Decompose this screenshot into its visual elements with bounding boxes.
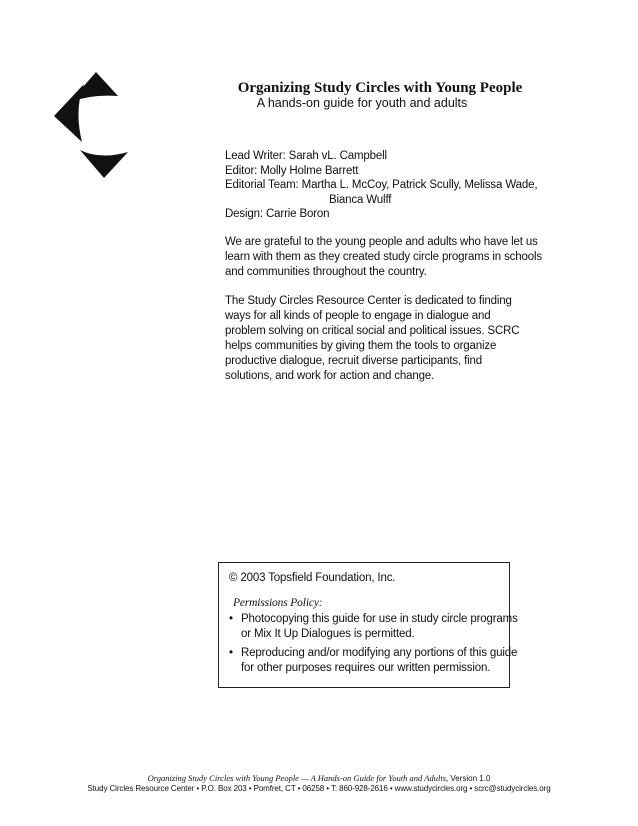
editorial-team-continued: Bianca Wulff [329, 193, 392, 206]
paragraph-line: and communities throughout the country. [225, 266, 427, 278]
bullet-dot: • [229, 647, 233, 659]
footer-title-line [0, 773, 638, 783]
editor: Editor: Molly Holme Barrett [225, 164, 359, 177]
bullet-dot: • [229, 613, 233, 625]
logo-icon [52, 72, 132, 182]
policy-bullet-photocopying [229, 612, 518, 641]
paragraph-line: ways for all kinds of people to engage in dialogue and [225, 310, 491, 322]
bullet-line: or Mix It Up Dialogues is permitted. [241, 627, 415, 640]
paragraph-line: problem solving on critical social and political issues. SCRC [225, 325, 520, 337]
document-subtitle: A hands-on guide for youth and adults [256, 96, 468, 110]
footer-version: Version 1.0 [450, 774, 491, 783]
bullet-line: for other purposes requires our written permission. [241, 661, 491, 674]
paragraph-line: helps communities by giving them the tools to organize [225, 340, 497, 352]
design-credit: Design: Carrie Boron [225, 208, 330, 220]
acknowledgement-paragraph [225, 235, 545, 280]
document-title: Organizing Study Circles with Young People [237, 80, 523, 96]
lead-writer: Lead Writer: Sarah vL. Campbell [225, 150, 387, 162]
policy-bullet-reproducing [229, 646, 518, 675]
footer-title: Organizing Study Circles with Young People — A Hands-on Guide for Youth and Adults, [147, 773, 449, 783]
paragraph-line: learn with them as they created study circle programs in schools [225, 251, 543, 263]
scrc-description-paragraph [225, 294, 545, 384]
paragraph-line: We are grateful to the young people and adults who have let us [225, 236, 538, 248]
paragraph-line: The Study Circles Resource Center is dedicated to finding [225, 295, 512, 307]
footer-contact-line: Study Circles Resource Center • P.O. Box 203 • Pomfret, CT • 06258 • T: 860-928-2616 • www.studycircles.org • scrc@studycircles.org [87, 784, 551, 793]
credits-block [225, 149, 537, 222]
copyright-notice: © 2003 Topsfield Foundation, Inc. [229, 572, 396, 584]
paragraph-line: solutions, and work for action and change. [225, 370, 435, 382]
permissions-policy-label: Permissions Policy: [233, 596, 323, 609]
bullet-line: Reproducing and/or modifying any portions of this guide [241, 647, 518, 659]
editorial-team: Editorial Team: Martha L. McCoy, Patrick Scully, Melissa Wade, [225, 179, 538, 191]
bullet-line: Photocopying this guide for use in study circle programs [241, 613, 518, 625]
paragraph-line: productive dialogue, recruit diverse participants, find [225, 355, 483, 367]
permissions-box [218, 562, 518, 688]
